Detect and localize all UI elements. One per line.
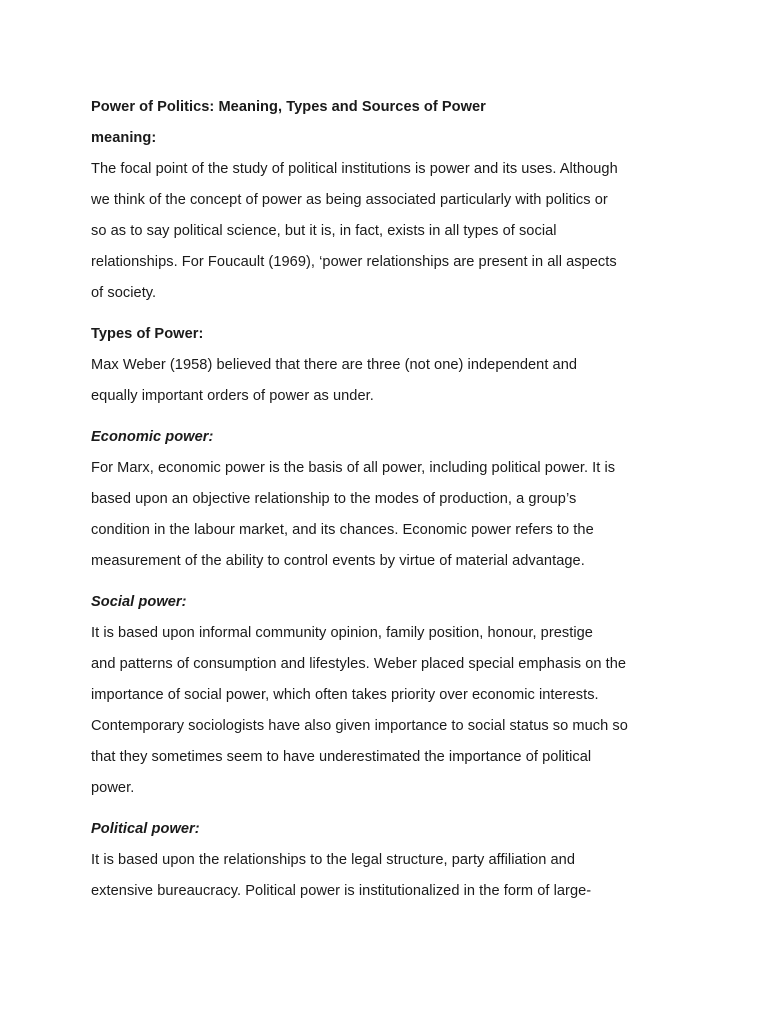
paragraph-line: The focal point of the study of political institutions is power and its uses. Although bbox=[91, 161, 618, 177]
paragraph-line: It is based upon the relationships to the legal structure, party affiliation and bbox=[91, 852, 575, 868]
document-title: Power of Politics: Meaning, Types and Sources of Power bbox=[91, 99, 486, 115]
meaning-paragraph bbox=[91, 154, 691, 309]
paragraph-line: equally important orders of power as under. bbox=[91, 388, 374, 404]
paragraph-line: we think of the concept of power as being associated particularly with politics or bbox=[91, 192, 608, 208]
types-paragraph bbox=[91, 350, 691, 412]
paragraph-line: power. bbox=[91, 780, 135, 796]
political-power-paragraph bbox=[91, 845, 691, 907]
paragraph-line: It is based upon informal community opinion, family position, honour, prestige bbox=[91, 625, 593, 641]
paragraph-line: extensive bureaucracy. Political power is institutionalized in the form of large- bbox=[91, 883, 592, 899]
social-power-heading: Social power: bbox=[91, 594, 187, 610]
paragraph-line: importance of social power, which often takes priority over economic interests. bbox=[91, 687, 599, 703]
paragraph-line: so as to say political science, but it is, in fact, exists in all types of social bbox=[91, 223, 557, 239]
paragraph-line: of society. bbox=[91, 285, 157, 301]
paragraph-line: measurement of the ability to control events by virtue of material advantage. bbox=[91, 553, 585, 569]
economic-power-heading: Economic power: bbox=[91, 429, 214, 445]
paragraph-line: that they sometimes seem to have underestimated the importance of political bbox=[91, 749, 592, 765]
paragraph-line: For Marx, economic power is the basis of all power, including political power. It is bbox=[91, 460, 616, 476]
paragraph-line: and patterns of consumption and lifestyles. Weber placed special emphasis on the bbox=[91, 656, 627, 672]
paragraph-line: relationships. For Foucault (1969), ‘power relationships are present in all aspects bbox=[91, 254, 617, 270]
types-heading: Types of Power: bbox=[91, 326, 204, 342]
document-body bbox=[91, 92, 691, 907]
economic-power-paragraph bbox=[91, 453, 691, 577]
paragraph-line: Max Weber (1958) believed that there are three (not one) independent and bbox=[91, 357, 578, 373]
paragraph-line: Contemporary sociologists have also given importance to social status so much so bbox=[91, 718, 628, 734]
paragraph-line: based upon an objective relationship to the modes of production, a group’s bbox=[91, 491, 577, 507]
political-power-heading: Political power: bbox=[91, 821, 200, 837]
meaning-heading: meaning: bbox=[91, 130, 157, 146]
social-power-paragraph bbox=[91, 618, 691, 804]
paragraph-line: condition in the labour market, and its chances. Economic power refers to the bbox=[91, 522, 594, 538]
